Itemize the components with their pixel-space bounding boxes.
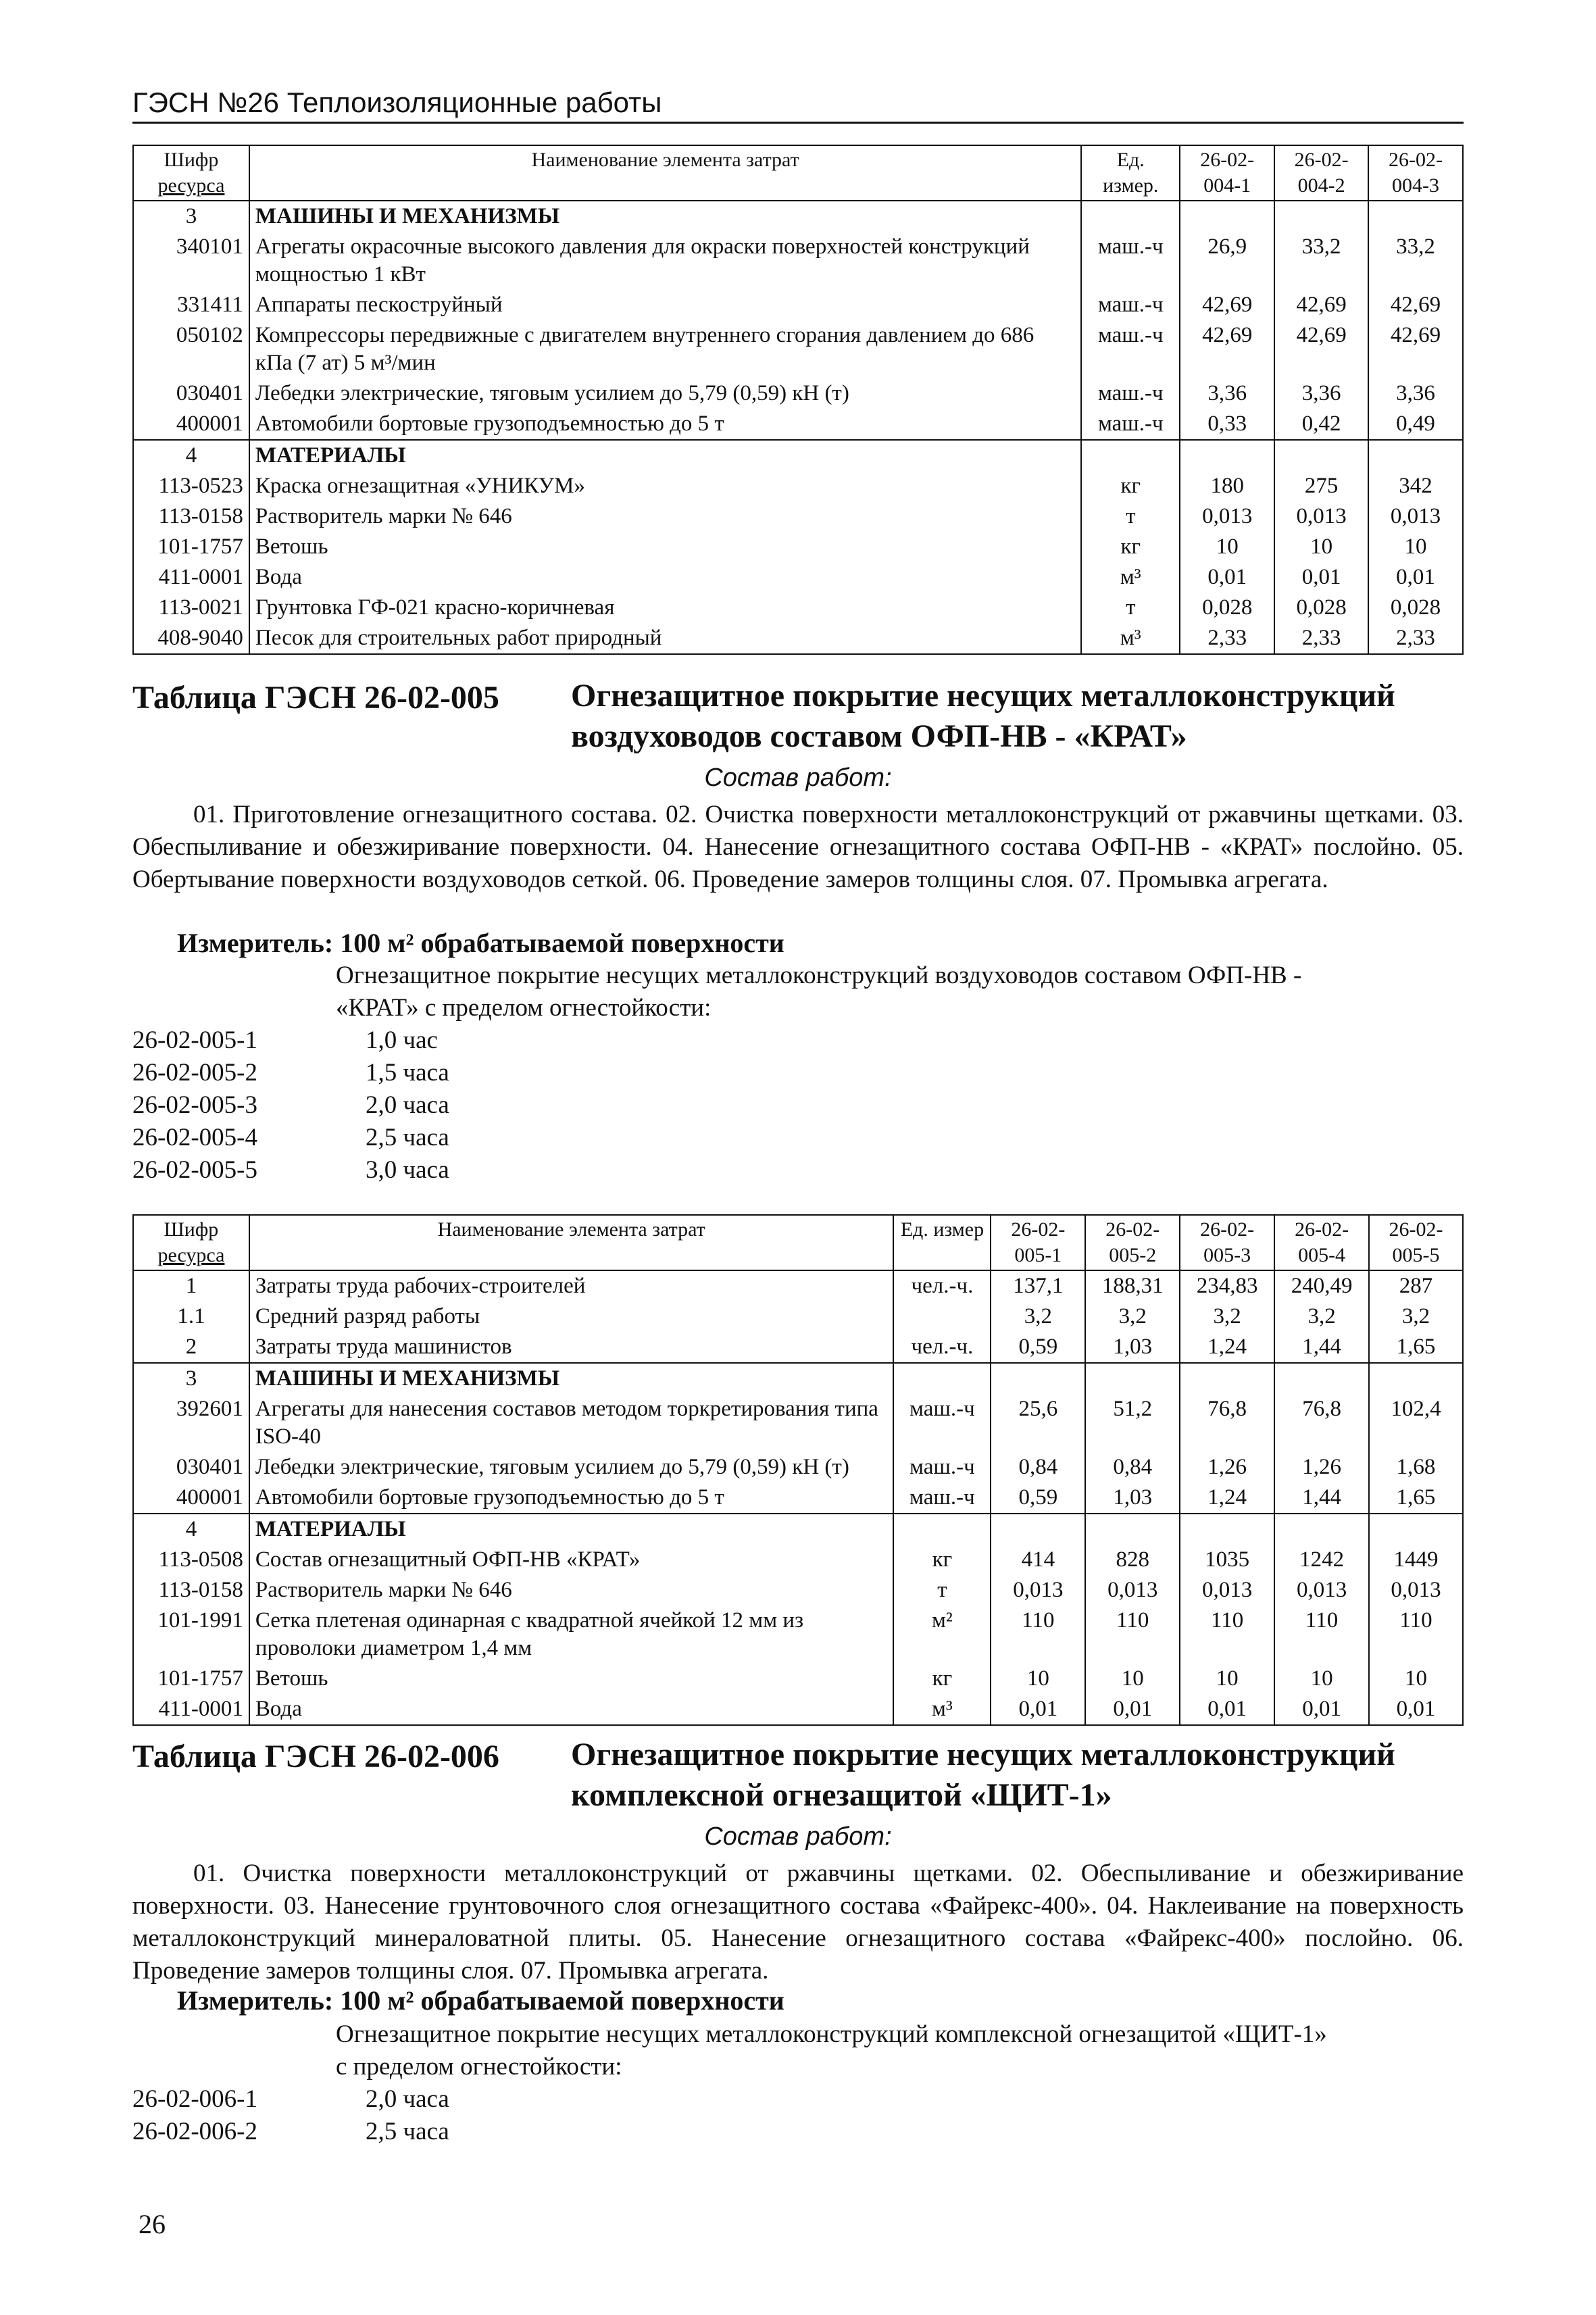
resource-value: 3,2	[1180, 1301, 1274, 1332]
resource-value	[1274, 440, 1368, 471]
resource-code: 030401	[133, 1452, 249, 1483]
resource-name: Автомобили бортовые грузоподъемностью до 5 т	[249, 1483, 894, 1514]
table-006-desc-line2: с пределом огнестойкости:	[336, 2053, 622, 2081]
resource-value: 3,36	[1368, 378, 1463, 409]
resource-code: 101-1757	[133, 532, 249, 562]
resource-value	[1368, 201, 1463, 232]
resource-unit: маш.-ч	[1081, 320, 1180, 378]
resource-value: 1449	[1369, 1545, 1463, 1575]
resource-value: 0,028	[1368, 593, 1463, 623]
resource-value: 0,01	[1274, 1694, 1369, 1725]
resource-unit: маш.-ч	[1081, 378, 1180, 409]
page-number: 26	[139, 2209, 166, 2239]
resource-value: 234,83	[1180, 1270, 1274, 1301]
resource-value: 3,2	[991, 1301, 1085, 1332]
header-unit: Ед. измер.	[1081, 145, 1180, 201]
resource-value	[991, 1363, 1085, 1394]
resource-value	[1085, 1514, 1180, 1545]
resource-name: МАТЕРИАЛЫ	[249, 1514, 894, 1545]
resource-value: 0,013	[1274, 501, 1368, 532]
resource-name: Компрессоры передвижные с двигателем внутреннего сгорания давлением до 686 кПа (7 ат) 5 м³/мин	[249, 320, 1081, 378]
resource-value: 0,028	[1274, 593, 1368, 623]
resource-unit	[893, 1301, 991, 1332]
resource-value: 1,65	[1369, 1483, 1463, 1514]
resource-value: 0,013	[1368, 501, 1463, 532]
table-005-code: Таблица ГЭСН 26-02-005	[132, 680, 499, 716]
resource-name: Краска огнезащитная «УНИКУМ»	[249, 471, 1081, 501]
resource-unit: маш.-ч	[893, 1452, 991, 1483]
resource-value: 10	[1180, 532, 1274, 562]
resource-unit: маш.-ч	[1081, 409, 1180, 440]
resource-name: Вода	[249, 562, 1081, 593]
resource-value: 0,013	[1274, 1575, 1369, 1605]
resource-value: 25,6	[991, 1394, 1085, 1452]
resource-value: 1,03	[1085, 1483, 1180, 1514]
resource-name: Состав огнезащитный ОФП-НВ «КРАТ»	[249, 1545, 894, 1575]
resource-name: Агрегаты для нанесения составов методом торкретирования типа ISO-40	[249, 1394, 894, 1452]
resource-value: 1,26	[1274, 1452, 1369, 1483]
resource-value: 102,4	[1369, 1394, 1463, 1452]
resource-value: 275	[1274, 471, 1368, 501]
resource-value: 1,26	[1180, 1452, 1274, 1483]
resource-code: 113-0158	[133, 1575, 249, 1605]
resource-value: 1,68	[1369, 1452, 1463, 1483]
variant-row	[132, 1089, 449, 1122]
resource-unit: кг	[1081, 471, 1180, 501]
resource-value: 1,24	[1180, 1332, 1274, 1363]
resource-value: 33,2	[1274, 232, 1368, 290]
table-006-title-line1: Огнезащитное покрытие несущих металлоконструкций	[571, 1737, 1395, 1772]
resource-code: 4	[133, 1514, 249, 1545]
resource-name: Агрегаты окрасочные высокого давления для окраски поверхностей конструкций мощностью 1 кВт	[249, 232, 1081, 290]
resource-code: 411-0001	[133, 1694, 249, 1725]
variant-value: 2,0 часа	[366, 1091, 449, 1119]
resource-value	[1369, 1514, 1463, 1545]
table-row	[133, 1270, 1463, 1301]
resource-code: 4	[133, 440, 249, 471]
resource-name: Растворитель марки № 646	[249, 501, 1081, 532]
resource-value: 0,33	[1180, 409, 1274, 440]
table-header-row	[133, 145, 1463, 201]
resource-value: 3,36	[1180, 378, 1274, 409]
resource-unit: чел.-ч.	[893, 1332, 991, 1363]
table-body	[133, 1270, 1463, 1725]
resource-value	[1180, 201, 1274, 232]
resource-value: 0,49	[1368, 409, 1463, 440]
resource-value: 1242	[1274, 1545, 1369, 1575]
variant-value: 2,5 часа	[366, 1124, 449, 1151]
resource-code: 331411	[133, 290, 249, 320]
resource-value: 0,013	[1180, 501, 1274, 532]
table-005-desc	[336, 960, 1301, 1024]
resource-value: 1,44	[1274, 1332, 1369, 1363]
resource-code: 113-0508	[133, 1545, 249, 1575]
section-row	[133, 201, 1463, 232]
resource-value: 342	[1368, 471, 1463, 501]
resource-code: 400001	[133, 1483, 249, 1514]
resource-name: МАШИНЫ И МЕХАНИЗМЫ	[249, 1363, 894, 1394]
variant-row	[132, 1154, 449, 1187]
resource-value: 0,59	[991, 1483, 1085, 1514]
resource-value: 0,013	[991, 1575, 1085, 1605]
header-col-3: 26-02- 004-3	[1368, 145, 1463, 201]
variant-row	[132, 1057, 449, 1089]
section-row	[133, 440, 1463, 471]
resource-value: 10	[1180, 1664, 1274, 1694]
resource-code: 113-0158	[133, 501, 249, 532]
resource-value	[1368, 440, 1463, 471]
table-005-title-line2: воздуховодов составом ОФП-НВ - «КРАТ»	[571, 718, 1187, 754]
resource-unit: кг	[893, 1664, 991, 1694]
resource-value: 10	[1274, 1664, 1369, 1694]
resource-code: 1	[133, 1270, 249, 1301]
resource-code: 411-0001	[133, 562, 249, 593]
resource-name: Лебедки электрические, тяговым усилием до 5,79 (0,59) кН (т)	[249, 1452, 894, 1483]
table-row	[133, 623, 1463, 654]
variant-code: 26-02-005-4	[132, 1124, 257, 1151]
resource-value: 3,2	[1274, 1301, 1369, 1332]
resource-value	[1085, 1363, 1180, 1394]
resource-value: 0,42	[1274, 409, 1368, 440]
table-row	[133, 1332, 1463, 1363]
resource-value: 42,69	[1180, 320, 1274, 378]
variant-row	[132, 2116, 449, 2148]
resource-value: 110	[1180, 1605, 1274, 1664]
resource-unit	[893, 1514, 991, 1545]
header-code: Шифр ресурса	[133, 145, 249, 201]
resource-unit: м²	[893, 1605, 991, 1664]
resource-value: 110	[1085, 1605, 1180, 1664]
variant-row	[132, 1122, 449, 1154]
resource-value: 2,33	[1368, 623, 1463, 654]
running-header: ГЭСН №26 Теплоизоляционные работы	[132, 86, 1464, 124]
resource-value: 1,65	[1369, 1332, 1463, 1363]
resource-unit	[893, 1363, 991, 1394]
resource-unit: кг	[1081, 532, 1180, 562]
resource-code: 400001	[133, 409, 249, 440]
table-row	[133, 1575, 1463, 1605]
table-row	[133, 1545, 1463, 1575]
resource-value	[1180, 1363, 1274, 1394]
table-005-measure: Измеритель: 100 м² обрабатываемой поверхности	[177, 928, 784, 958]
resource-value: 0,59	[991, 1332, 1085, 1363]
resource-code: 050102	[133, 320, 249, 378]
resource-value: 42,69	[1180, 290, 1274, 320]
header-name: Наименование элемента затрат	[249, 145, 1081, 201]
variant-value: 1,0 час	[366, 1026, 438, 1054]
resource-value: 10	[1274, 532, 1368, 562]
resource-value: 1,03	[1085, 1332, 1180, 1363]
variant-row	[132, 2083, 449, 2116]
resource-value: 33,2	[1368, 232, 1463, 290]
resource-name: Затраты труда рабочих-строителей	[249, 1270, 894, 1301]
table-row	[133, 1394, 1463, 1452]
table-006-sostav-label: Состав работ:	[704, 1822, 892, 1851]
resource-table-005	[132, 1214, 1464, 1726]
resource-value: 10	[991, 1664, 1085, 1694]
resource-value: 828	[1085, 1545, 1180, 1575]
resource-value: 10	[1085, 1664, 1180, 1694]
resource-value: 137,1	[991, 1270, 1085, 1301]
resource-unit: т	[1081, 593, 1180, 623]
resource-value: 0,01	[1180, 1694, 1274, 1725]
table-row	[133, 320, 1463, 378]
resource-code: 030401	[133, 378, 249, 409]
resource-unit: маш.-ч	[893, 1394, 991, 1452]
variant-value: 1,5 часа	[366, 1059, 449, 1087]
resource-name: Лебедки электрические, тяговым усилием до 5,79 (0,59) кН (т)	[249, 378, 1081, 409]
variant-value: 2,0 часа	[366, 2085, 449, 2113]
table-header-row	[133, 1215, 1463, 1270]
resource-name: Затраты труда машинистов	[249, 1332, 894, 1363]
resource-value: 76,8	[1180, 1394, 1274, 1452]
variant-code: 26-02-005-2	[132, 1059, 257, 1087]
resource-name: Вода	[249, 1694, 894, 1725]
header-col-5: 26-02- 005-5	[1369, 1215, 1463, 1270]
variant-code: 26-02-005-1	[132, 1026, 257, 1054]
table-006-measure: Измеритель: 100 м² обрабатываемой поверхности	[177, 1985, 784, 2016]
table-row	[133, 1694, 1463, 1725]
resource-value: 110	[991, 1605, 1085, 1664]
table-005-sostav-label: Состав работ:	[704, 764, 892, 792]
resource-value: 3,36	[1274, 378, 1368, 409]
resource-code: 113-0523	[133, 471, 249, 501]
resource-table-004	[132, 145, 1464, 655]
table-row	[133, 1664, 1463, 1694]
resource-value: 0,01	[1274, 562, 1368, 593]
table-006-title	[571, 1735, 1395, 1816]
header-code: Шифр ресурса	[133, 1215, 249, 1270]
resource-value: 0,01	[1369, 1694, 1463, 1725]
header-col-4: 26-02- 005-4	[1274, 1215, 1369, 1270]
resource-value	[1180, 1514, 1274, 1545]
table-row	[133, 532, 1463, 562]
header-unit: Ед. измер	[893, 1215, 991, 1270]
resource-code: 101-1991	[133, 1605, 249, 1664]
resource-code: 408-9040	[133, 623, 249, 654]
resource-value: 42,69	[1368, 320, 1463, 378]
resource-value: 188,31	[1085, 1270, 1180, 1301]
resource-code: 1.1	[133, 1301, 249, 1332]
resource-value: 110	[1274, 1605, 1369, 1664]
variant-code: 26-02-006-2	[132, 2118, 257, 2145]
resource-value	[1274, 1514, 1369, 1545]
variant-code: 26-02-005-5	[132, 1156, 257, 1184]
table-005-title	[571, 676, 1395, 757]
resource-value: 0,013	[1369, 1575, 1463, 1605]
resource-code: 2	[133, 1332, 249, 1363]
resource-unit: м³	[1081, 623, 1180, 654]
resource-name: МАШИНЫ И МЕХАНИЗМЫ	[249, 201, 1081, 232]
resource-value	[1274, 201, 1368, 232]
table-row	[133, 1605, 1463, 1664]
resource-unit	[1081, 440, 1180, 471]
resource-name: Ветошь	[249, 532, 1081, 562]
resource-value	[1274, 1363, 1369, 1394]
resource-value: 42,69	[1368, 290, 1463, 320]
resource-value: 0,028	[1180, 593, 1274, 623]
header-col-2: 26-02- 004-2	[1274, 145, 1368, 201]
resource-value: 0,013	[1085, 1575, 1180, 1605]
header-col-2: 26-02- 005-2	[1085, 1215, 1180, 1270]
resource-value: 0,013	[1180, 1575, 1274, 1605]
table-row	[133, 1452, 1463, 1483]
resource-value: 1,44	[1274, 1483, 1369, 1514]
resource-value: 3,2	[1085, 1301, 1180, 1332]
resource-name: МАТЕРИАЛЫ	[249, 440, 1081, 471]
resource-value: 26,9	[1180, 232, 1274, 290]
table-row	[133, 290, 1463, 320]
resource-unit: м³	[893, 1694, 991, 1725]
header-col-1: 26-02- 004-1	[1180, 145, 1274, 201]
resource-unit: т	[893, 1575, 991, 1605]
resource-value: 180	[1180, 471, 1274, 501]
resource-value: 10	[1368, 532, 1463, 562]
resource-name: Средний разряд работы	[249, 1301, 894, 1332]
resource-value: 42,69	[1274, 320, 1368, 378]
resource-unit: м³	[1081, 562, 1180, 593]
variant-value: 2,5 часа	[366, 2118, 449, 2145]
table-row	[133, 562, 1463, 593]
resource-value: 0,01	[1368, 562, 1463, 593]
table-row	[133, 1483, 1463, 1514]
table-row	[133, 471, 1463, 501]
resource-code: 340101	[133, 232, 249, 290]
section-row	[133, 1363, 1463, 1394]
resource-value: 1,24	[1180, 1483, 1274, 1514]
resource-value: 1035	[1180, 1545, 1274, 1575]
table-006-desc-line1: Огнезащитное покрытие несущих металлоконструкций комплексной огнезащитой «ЩИТ-1»	[336, 2020, 1327, 2048]
resource-unit: маш.-ч	[1081, 232, 1180, 290]
resource-unit: т	[1081, 501, 1180, 532]
resource-value	[991, 1514, 1085, 1545]
resource-unit	[1081, 201, 1180, 232]
table-006-sostav-text: 01. Очистка поверхности металлоконструкций от ржавчины щетками. 02. Обеспыливание и обезжиривание поверхности. 03. Нанесение грунтовочного слоя огнезащитного состава «Файрекс-400». 04. Наклеивание на поверхность металлоконструкций минераловатной плиты. 05. Нанесение огнезащитного состава «Файрекс-400» послойно. 06. Проведение замеров толщины слоя. 07. Промывка агрегата.	[132, 1860, 1464, 1985]
resource-name: Песок для строительных работ природный	[249, 623, 1081, 654]
resource-value: 0,01	[991, 1694, 1085, 1725]
resource-unit: чел.-ч.	[893, 1270, 991, 1301]
table-body	[133, 201, 1463, 654]
resource-value: 51,2	[1085, 1394, 1180, 1452]
variant-code: 26-02-006-1	[132, 2085, 257, 2113]
resource-code: 3	[133, 201, 249, 232]
resource-value: 240,49	[1274, 1270, 1369, 1301]
resource-name: Сетка плетеная одинарная с квадратной ячейкой 12 мм из проволоки диаметром 1,4 мм	[249, 1605, 894, 1664]
variant-row	[132, 1024, 438, 1057]
resource-value: 414	[991, 1545, 1085, 1575]
table-005-title-line1: Огнезащитное покрытие несущих металлоконструкций	[571, 678, 1395, 714]
table-005-desc-line2: «КРАТ» с пределом огнестойкости:	[336, 994, 712, 1022]
resource-value: 0,84	[1085, 1452, 1180, 1483]
resource-name: Ветошь	[249, 1664, 894, 1694]
resource-value: 2,33	[1180, 623, 1274, 654]
resource-unit: кг	[893, 1545, 991, 1575]
resource-name: Аппараты пескоструйный	[249, 290, 1081, 320]
section-row	[133, 1514, 1463, 1545]
header-col-1: 26-02- 005-1	[991, 1215, 1085, 1270]
table-row	[133, 409, 1463, 440]
header-name: Наименование элемента затрат	[249, 1215, 894, 1270]
table-005-desc-line1: Огнезащитное покрытие несущих металлоконструкций воздуховодов составом ОФП-НВ -	[336, 962, 1302, 989]
table-006-code: Таблица ГЭСН 26-02-006	[132, 1739, 499, 1774]
variant-value: 3,0 часа	[366, 1156, 449, 1184]
resource-value: 0,01	[1085, 1694, 1180, 1725]
resource-name: Грунтовка ГФ-021 красно-коричневая	[249, 593, 1081, 623]
resource-value: 0,84	[991, 1452, 1085, 1483]
table-006-title-line2: комплексной огнезащитой «ЩИТ-1»	[571, 1777, 1112, 1813]
resource-value	[1369, 1363, 1463, 1394]
resource-value: 0,01	[1180, 562, 1274, 593]
resource-name: Растворитель марки № 646	[249, 1575, 894, 1605]
resource-unit: маш.-ч	[1081, 290, 1180, 320]
table-row	[133, 501, 1463, 532]
resource-value: 287	[1369, 1270, 1463, 1301]
variant-code: 26-02-005-3	[132, 1091, 257, 1119]
table-row	[133, 593, 1463, 623]
table-006-desc	[336, 2018, 1327, 2083]
resource-unit: маш.-ч	[893, 1483, 991, 1514]
resource-name: Автомобили бортовые грузоподъемностью до 5 т	[249, 409, 1081, 440]
resource-value	[1180, 440, 1274, 471]
resource-code: 113-0021	[133, 593, 249, 623]
resource-code: 101-1757	[133, 1664, 249, 1694]
table-row	[133, 378, 1463, 409]
resource-value: 110	[1369, 1605, 1463, 1664]
resource-value: 42,69	[1274, 290, 1368, 320]
resource-code: 392601	[133, 1394, 249, 1452]
table-005-sostav-text: 01. Приготовление огнезащитного состава. 02. Очистка поверхности металлоконструкций от ржавчины щетками. 03. Обеспыливание и обезжиривание поверхности. 04. Нанесение огнезащитного состава ОФП-НВ - «КРАТ» послойно. 05. Обертывание поверхности воздуховодов сеткой. 06. Проведение замеров толщины слоя. 07. Промывка агрегата.	[132, 801, 1464, 893]
table-row	[133, 232, 1463, 290]
resource-code: 3	[133, 1363, 249, 1394]
header-col-3: 26-02- 005-3	[1180, 1215, 1274, 1270]
resource-value: 76,8	[1274, 1394, 1369, 1452]
resource-value: 2,33	[1274, 623, 1368, 654]
resource-value: 10	[1369, 1664, 1463, 1694]
table-row	[133, 1301, 1463, 1332]
resource-value: 3,2	[1369, 1301, 1463, 1332]
